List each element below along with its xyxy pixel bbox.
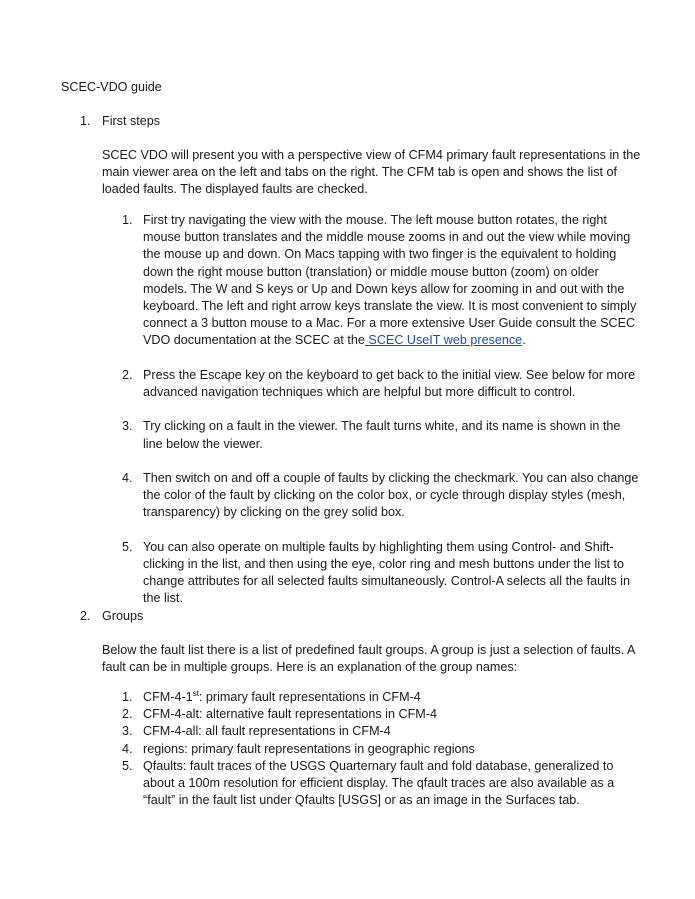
list-item-text: Then switch on and off a couple of faults by clicking the checkmark. You can also change the color of the fault by clicking on the color box, or cycle through display styles (mesh, transparency) by clicking on the grey solid box. bbox=[143, 471, 639, 520]
list-item bbox=[122, 689, 642, 706]
list-item-text: Qfaults: fault traces of the USGS Quarternary fault and fold database, generalized to about a 100m resolution for efficient display. The qfault traces are also available as a “fault” in the fault list under Qfaults [USGS] or as an image in the Surfaces tab. bbox=[143, 758, 615, 808]
list-item-number: 4. bbox=[122, 741, 133, 756]
section-heading: Groups bbox=[102, 609, 144, 623]
list-item-number: 2. bbox=[122, 367, 133, 382]
list-item-text: You can also operate on multiple faults by highlighting them using Control- and Shift-clicking in the list, and then using the eye, color ring and mesh buttons under the list to change attributes for all selected faults simultaneously. Control-A selects all the faults in the list. bbox=[143, 539, 630, 606]
list-item-number: 5. bbox=[122, 758, 133, 773]
scec-useit-link[interactable]: SCEC UseIT web presence bbox=[364, 333, 523, 348]
list-item bbox=[122, 758, 642, 810]
list-item-text: Press the Escape key on the keyboard to get back to the initial view. See below for more advanced navigation techniques which are helpful but more difficult to control. bbox=[143, 367, 636, 400]
list-item bbox=[122, 539, 642, 608]
list-item-text: First try navigating the view with the mouse. The left mouse button rotates, the right mouse button translates and the middle mouse zooms in and out the view while moving the mouse up and down. On Macs tapping with two finger is the equivalent to holding down the right mouse button (translation) or middle mouse button (zoom) on older models. The W and S keys or Up and Down keys allow for zooming in and out with the keyboard. The left and right arrow keys translate the view. It is most convenient to simply connect a 3 button mouse to a Mac. For a more extensive User Guide consult the SCEC VDO documentation at the SCEC at the bbox=[143, 213, 637, 348]
list-item-number: 3. bbox=[122, 419, 133, 434]
list-item-text: : primary fault representations in CFM-4 bbox=[198, 690, 421, 704]
superscript: st bbox=[192, 689, 199, 698]
groups-list bbox=[122, 689, 642, 809]
section-number: 1. bbox=[80, 114, 91, 128]
list-item-number: 1. bbox=[122, 690, 133, 704]
first-steps-list bbox=[122, 212, 642, 625]
list-item-number: 3. bbox=[122, 724, 133, 739]
list-item bbox=[122, 418, 642, 452]
section-heading: First steps bbox=[102, 114, 161, 128]
list-item-number: 2. bbox=[122, 707, 133, 722]
section-groups-intro: Below the fault list there is a list of predefined fault groups. A group is just a selection of faults. A fault can be in multiple groups. Here is an explanation of the group names: bbox=[102, 643, 635, 675]
list-item bbox=[122, 367, 642, 401]
list-item-punct: . bbox=[522, 333, 526, 348]
list-item bbox=[122, 470, 642, 522]
list-item bbox=[122, 212, 642, 350]
list-item-text: Try clicking on a fault in the viewer. The fault turns white, and its name is shown in the line below the viewer. bbox=[143, 419, 621, 451]
list-item-number: 5. bbox=[122, 539, 133, 554]
list-item bbox=[122, 723, 642, 740]
section-first-steps-intro: SCEC VDO will present you with a perspective view of CFM4 primary fault representations in the main viewer area on the left and tabs on the right. The CFM tab is open and shows the list of loaded faults. The displayed faults are checked. bbox=[102, 148, 641, 197]
list-item-text: CFM-4-all: all fault representations in CFM-4 bbox=[143, 724, 391, 739]
list-item-text: CFM-4-alt: alternative fault representations in CFM-4 bbox=[143, 707, 437, 722]
list-item-number: 1. bbox=[122, 213, 133, 227]
list-item bbox=[122, 741, 642, 758]
list-item-number: 4. bbox=[122, 471, 133, 485]
document-title: SCEC-VDO guide bbox=[61, 80, 162, 94]
list-item-text: regions: primary fault representations in geographic regions bbox=[143, 741, 475, 756]
section-number: 2. bbox=[80, 609, 91, 623]
list-item bbox=[122, 706, 642, 723]
group-name: CFM-4-1 bbox=[143, 690, 193, 704]
